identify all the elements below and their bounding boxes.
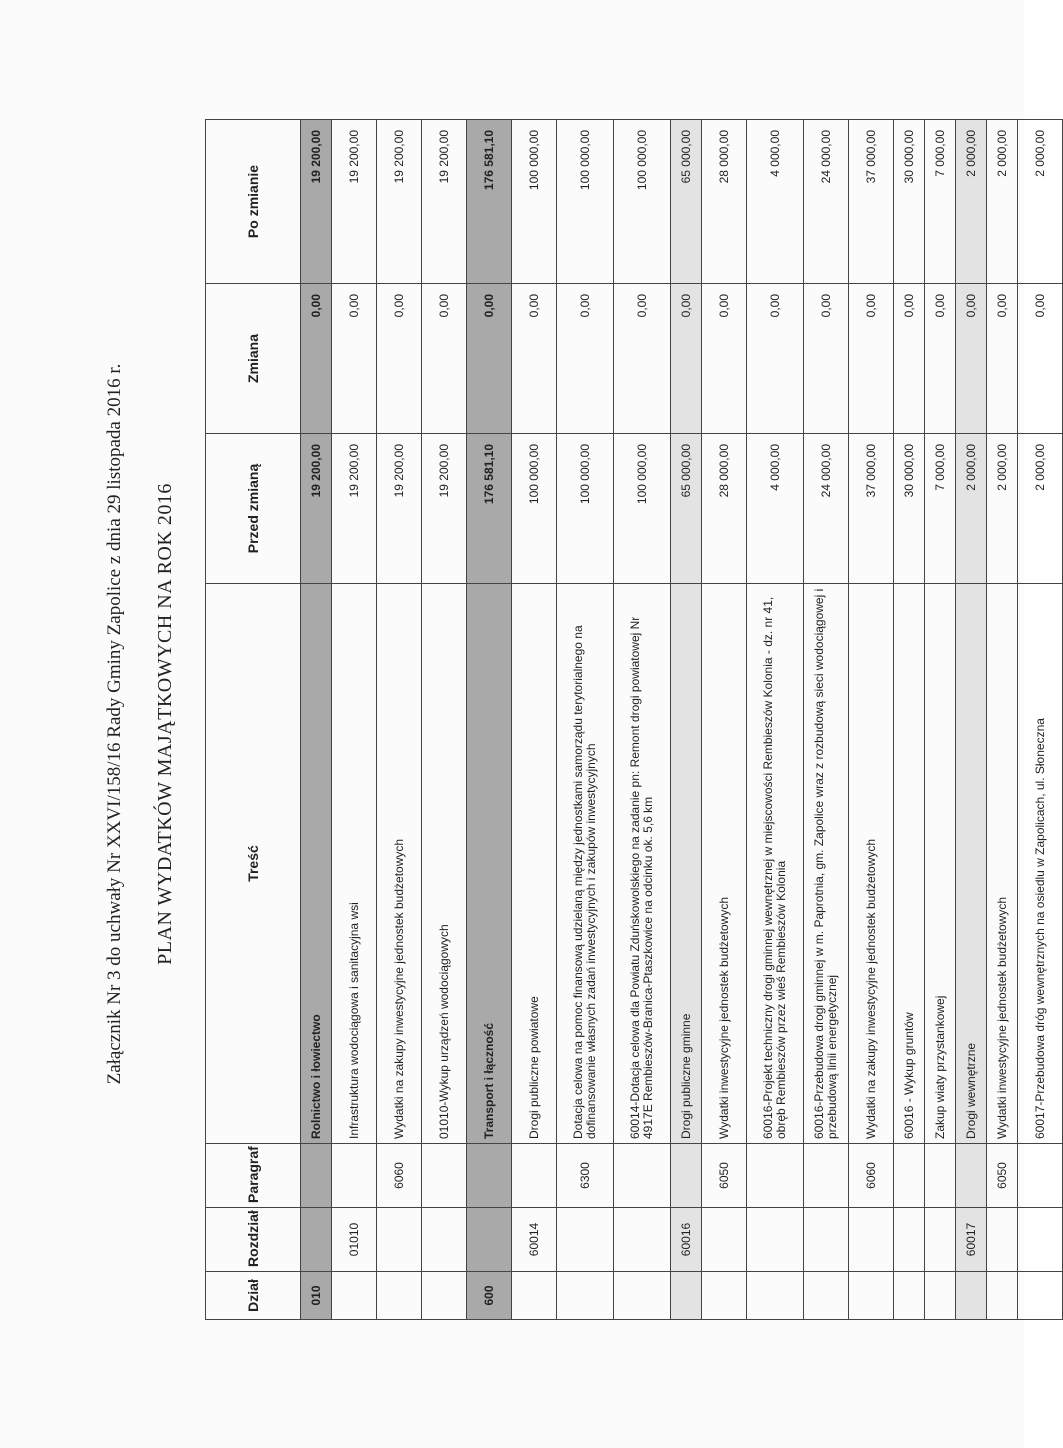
table-row [301,120,332,1320]
cell-przed: 19 200,00 [377,434,422,584]
cell-zmiana: 0,00 [804,284,849,434]
cell-dzial [747,1272,804,1320]
cell-zmiana: 0,00 [956,284,987,434]
cell-tresc: Wydatki na zakupy inwestycyjne jednostek budżetowych [849,584,894,1144]
cell-przed: 176 581,10 [467,434,512,584]
cell-rozdzial [894,1208,925,1272]
cell-paragraf: 6060 [377,1144,422,1208]
cell-zmiana: 0,00 [1018,284,1063,434]
table-row [894,120,925,1320]
cell-zmiana: 0,00 [849,284,894,434]
cell-paragraf [925,1144,956,1208]
table-row [512,120,557,1320]
cell-dzial [557,1272,614,1320]
cell-przed: 2 000,00 [987,434,1018,584]
cell-rozdzial [614,1208,671,1272]
cell-dzial: 010 [301,1272,332,1320]
header-row [206,120,301,1320]
cell-po: 19 200,00 [422,120,467,284]
table-row [702,120,747,1320]
cell-zmiana: 0,00 [925,284,956,434]
cell-zmiana: 0,00 [422,284,467,434]
cell-paragraf [332,1144,377,1208]
cell-tresc: 60017-Przebudowa dróg wewnętrznych na osiedlu w Zapolicach, ul. Słoneczna [1018,584,1063,1144]
cell-tresc: Drogi publiczne powiatowe [512,584,557,1144]
cell-rozdzial [467,1208,512,1272]
cell-tresc: Wydatki inwestycyjne jednostek budżetowych [702,584,747,1144]
cell-przed: 100 000,00 [614,434,671,584]
cell-zmiana: 0,00 [987,284,1018,434]
cell-rozdzial [925,1208,956,1272]
cell-rozdzial: 60016 [671,1208,702,1272]
cell-tresc: Rolnictwo i łowiectwo [301,584,332,1144]
cell-rozdzial [804,1208,849,1272]
cell-rozdzial [849,1208,894,1272]
cell-tresc: Dotacja celowa na pomoc finansową udzielaną między jednostkami samorządu terytorialnego na dofinansowanie własnych zadań inwestycyjnych i zakupów inwestycyjnych [557,584,614,1144]
header-paragraf: Paragraf [206,1144,301,1208]
table-row [557,120,614,1320]
table-row [467,120,512,1320]
cell-po: 28 000,00 [702,120,747,284]
cell-dzial [987,1272,1018,1320]
cell-po: 19 200,00 [377,120,422,284]
cell-dzial [894,1272,925,1320]
cell-przed: 24 000,00 [804,434,849,584]
cell-paragraf [467,1144,512,1208]
cell-przed: 4 000,00 [747,434,804,584]
header-zmiana: Zmiana [206,284,301,434]
table-row [614,120,671,1320]
table-row [987,120,1018,1320]
cell-zmiana: 0,00 [301,284,332,434]
cell-tresc: 60016-Przebudowa drogi gminnej w m. Paprotnia, gm. Zapolice wraz z rozbudową sieci wodociągowej i przebudową linii energetycznej [804,584,849,1144]
cell-paragraf [894,1144,925,1208]
cell-tresc: 60016-Projekt techniczny drogi gminnej wewnętrznej w miejscowości Rembieszów Kolonia - dz. nr 41, obręb Rembieszów przez wieś Rembieszów Kolonia [747,584,804,1144]
cell-rozdzial: 60017 [956,1208,987,1272]
cell-zmiana: 0,00 [671,284,702,434]
cell-dzial [512,1272,557,1320]
table-row [804,120,849,1320]
cell-paragraf [614,1144,671,1208]
cell-przed: 2 000,00 [956,434,987,584]
cell-przed: 19 200,00 [422,434,467,584]
cell-zmiana: 0,00 [332,284,377,434]
cell-paragraf [804,1144,849,1208]
cell-rozdzial [702,1208,747,1272]
table-row [747,120,804,1320]
cell-dzial [377,1272,422,1320]
cell-zmiana: 0,00 [894,284,925,434]
cell-zmiana: 0,00 [614,284,671,434]
cell-paragraf [956,1144,987,1208]
cell-po: 4 000,00 [747,120,804,284]
cell-zmiana: 0,00 [377,284,422,434]
cell-po: 30 000,00 [894,120,925,284]
table-row [671,120,702,1320]
cell-dzial [1018,1272,1063,1320]
cell-rozdzial [377,1208,422,1272]
cell-paragraf [422,1144,467,1208]
header-po: Po zmianie [206,120,301,284]
cell-zmiana: 0,00 [467,284,512,434]
header-przed: Przed zmianą [206,434,301,584]
cell-tresc: 01010-Wykup urządzeń wodociągowych [422,584,467,1144]
cell-przed: 19 200,00 [301,434,332,584]
cell-po: 100 000,00 [557,120,614,284]
cell-rozdzial [747,1208,804,1272]
cell-dzial [925,1272,956,1320]
cell-tresc: Transport i łączność [467,584,512,1144]
table-row [332,120,377,1320]
header-rozdzial: Rozdział [206,1208,301,1272]
cell-przed: 19 200,00 [332,434,377,584]
cell-rozdzial: 01010 [332,1208,377,1272]
cell-tresc: Infrastruktura wodociągowa i sanitacyjna wsi [332,584,377,1144]
document-title: PLAN WYDATKÓW MAJĄTKOWYCH NA ROK 2016 [154,483,176,965]
header-tresc: Treść [206,584,301,1144]
cell-paragraf [301,1144,332,1208]
cell-rozdzial [987,1208,1018,1272]
cell-przed: 7 000,00 [925,434,956,584]
cell-po: 37 000,00 [849,120,894,284]
cell-paragraf [671,1144,702,1208]
cell-paragraf [1018,1144,1063,1208]
cell-tresc: Wydatki na zakupy inwestycyjne jednostek budżetowych [377,584,422,1144]
cell-paragraf [747,1144,804,1208]
cell-rozdzial [1018,1208,1063,1272]
cell-przed: 28 000,00 [702,434,747,584]
cell-przed: 100 000,00 [557,434,614,584]
table-row [849,120,894,1320]
cell-po: 100 000,00 [614,120,671,284]
cell-po: 65 000,00 [671,120,702,284]
cell-dzial [849,1272,894,1320]
cell-tresc: Drogi wewnętrzne [956,584,987,1144]
cell-dzial [671,1272,702,1320]
cell-po: 176 581,10 [467,120,512,284]
table-row [1018,120,1063,1320]
cell-dzial [614,1272,671,1320]
cell-paragraf: 6050 [987,1144,1018,1208]
cell-dzial [332,1272,377,1320]
cell-tresc: Drogi publiczne gminne [671,584,702,1144]
cell-rozdzial [301,1208,332,1272]
cell-zmiana: 0,00 [557,284,614,434]
expenditure-table [205,119,1063,1320]
cell-po: 19 200,00 [301,120,332,284]
attachment-caption: Załącznik Nr 3 do uchwały Nr XXVI/158/16 Rady Gminy Zapolice z dnia 29 listopada 2016 r. [104,363,125,1085]
cell-rozdzial: 60014 [512,1208,557,1272]
cell-po: 2 000,00 [1018,120,1063,284]
table-row [925,120,956,1320]
cell-paragraf [512,1144,557,1208]
cell-paragraf: 6300 [557,1144,614,1208]
cell-przed: 100 000,00 [512,434,557,584]
cell-rozdzial [557,1208,614,1272]
cell-po: 2 000,00 [956,120,987,284]
cell-tresc: Zakup wiaty przystankowej [925,584,956,1144]
cell-po: 2 000,00 [987,120,1018,284]
cell-po: 24 000,00 [804,120,849,284]
cell-po: 19 200,00 [332,120,377,284]
cell-przed: 2 000,00 [1018,434,1063,584]
cell-dzial [702,1272,747,1320]
cell-przed: 30 000,00 [894,434,925,584]
cell-przed: 37 000,00 [849,434,894,584]
cell-tresc: 60014-Dotacja celowa dla Powiatu Zduńskowolskiego na zadanie pn: Remont drogi powiatowej Nr 4917E Rembieszów-Branica-Ptaszkowice na odcinku ok. 5,6 km [614,584,671,1144]
cell-po: 100 000,00 [512,120,557,284]
cell-po: 7 000,00 [925,120,956,284]
cell-dzial: 600 [467,1272,512,1320]
cell-przed: 65 000,00 [671,434,702,584]
cell-dzial [422,1272,467,1320]
cell-zmiana: 0,00 [747,284,804,434]
cell-tresc: 60016 - Wykup gruntów [894,584,925,1144]
cell-paragraf: 6060 [849,1144,894,1208]
cell-tresc: Wydatki inwestycyjne jednostek budżetowych [987,584,1018,1144]
cell-dzial [956,1272,987,1320]
header-dzial: Dział [206,1272,301,1320]
cell-zmiana: 0,00 [702,284,747,434]
cell-dzial [804,1272,849,1320]
table-row [422,120,467,1320]
cell-zmiana: 0,00 [512,284,557,434]
cell-rozdzial [422,1208,467,1272]
table-row [377,120,422,1320]
table-row [956,120,987,1320]
cell-paragraf: 6050 [702,1144,747,1208]
